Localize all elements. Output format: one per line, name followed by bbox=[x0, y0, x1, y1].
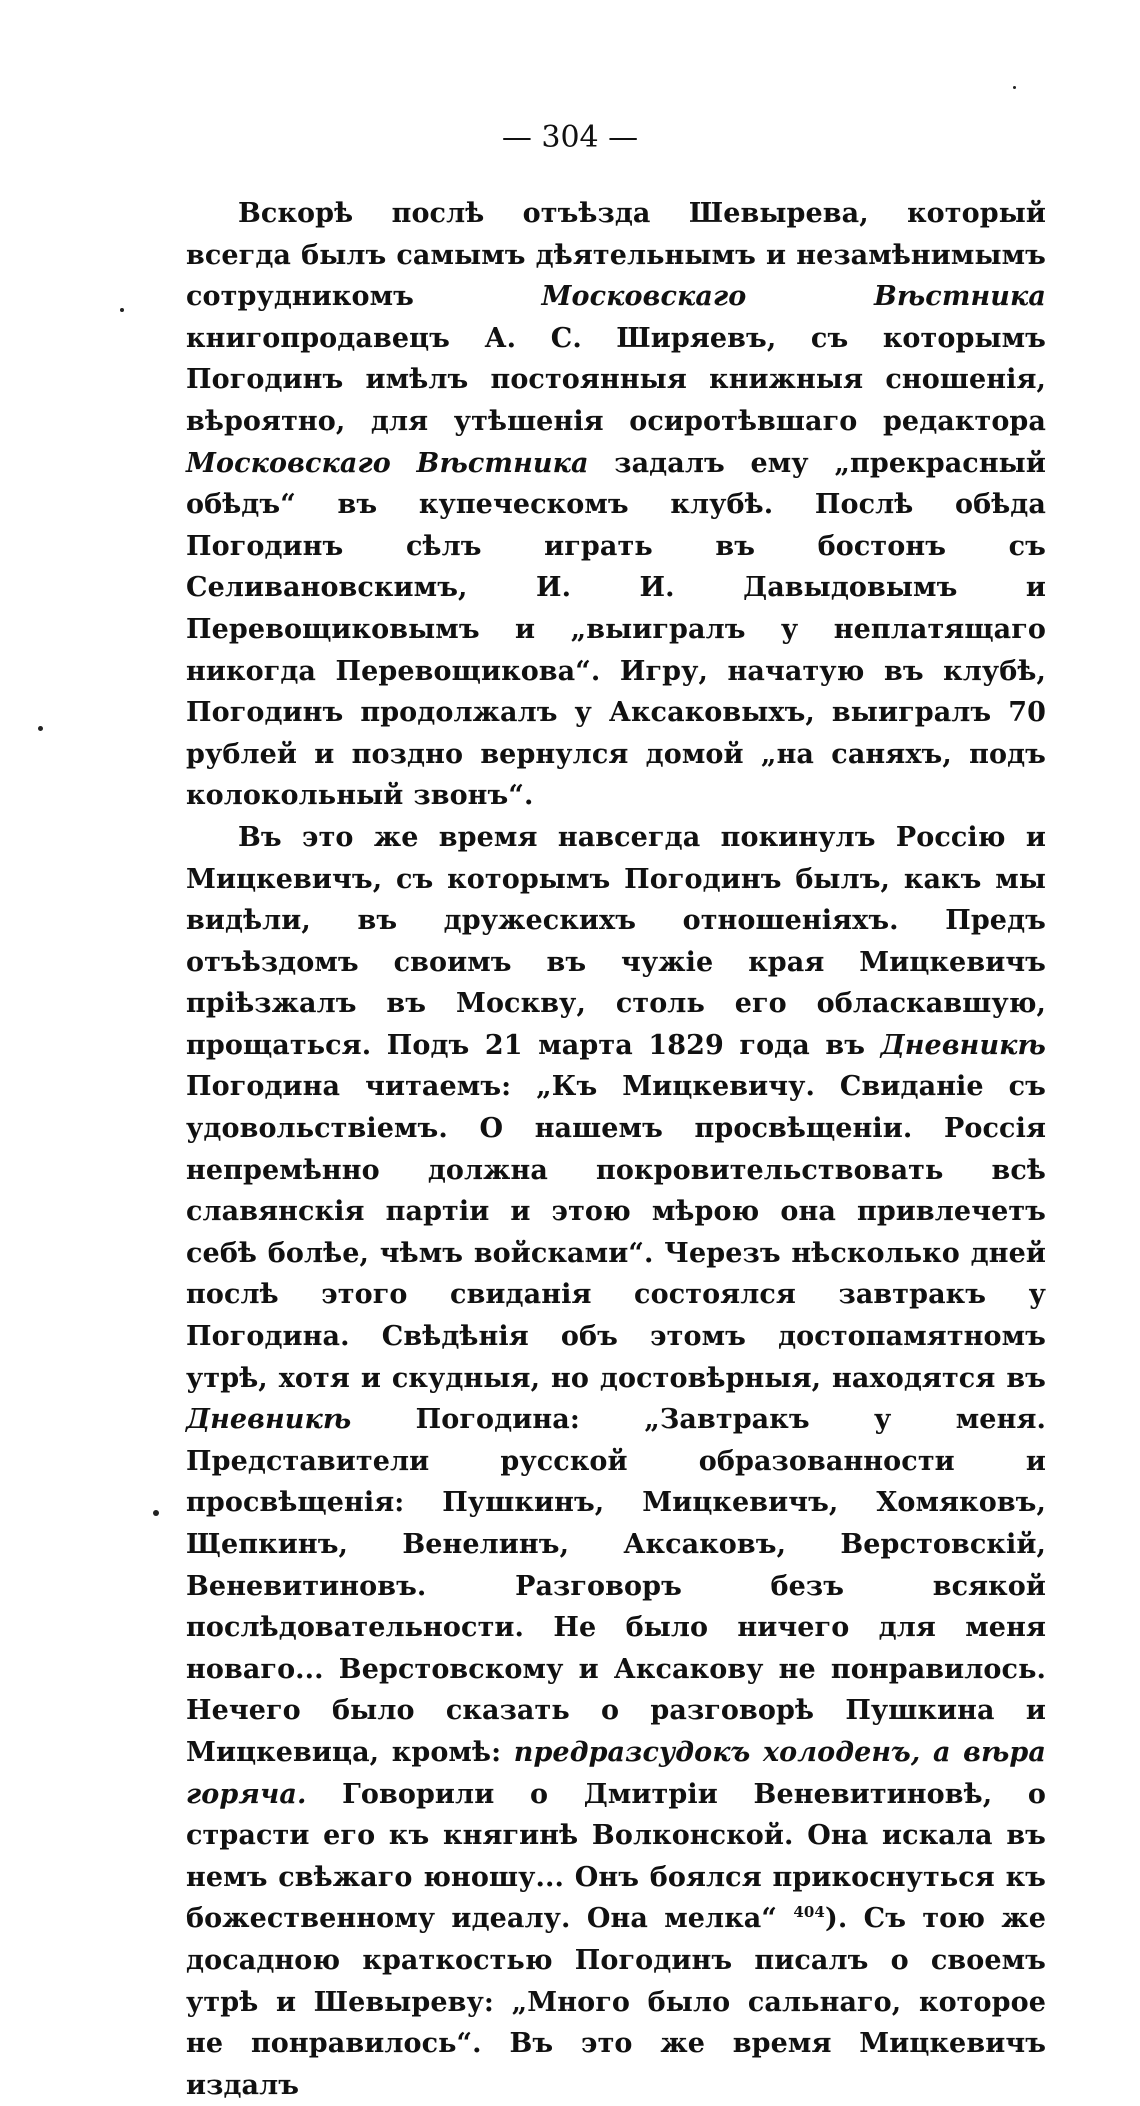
body-text bbox=[186, 193, 1046, 2106]
italic-title: предразсудокъ холоденъ, а вѣра горяча. bbox=[186, 1736, 1046, 1810]
text-run: Вскорѣ послѣ отъѣзда Шевырева, который всегда былъ самымъ дѣятельнымъ и незамѣнимымъ сотрудникомъ bbox=[186, 198, 1046, 313]
scan-speck bbox=[153, 1510, 159, 1516]
text-run: ). Съ тою же досадною краткостью Погодинъ писалъ о своемъ утрѣ и Шевыреву: „Много было сальнаго, которое не понравилось“. Въ это же время Мицкевичъ издалъ bbox=[186, 1903, 1046, 2101]
footnote-ref: 404 bbox=[793, 1903, 825, 1922]
page-number: — 304 — bbox=[501, 120, 639, 155]
scan-speck bbox=[38, 726, 43, 731]
text-run: Погодина читаемъ: „Къ Мицкевичу. Свиданіе съ удовольствіемъ. О нашемъ просвѣщеніи. Россія непремѣнно должна покровительствовать всѣ славянскія партіи и этою мѣрою она привлечетъ себѣ болѣе, чѣмъ войсками“. Черезъ нѣсколько дней послѣ этого свиданія состоялся завтракъ у Погодина. Свѣдѣнія объ этомъ достопамятномъ утрѣ, хотя и скудныя, но достовѣрныя, находятся въ bbox=[186, 1071, 1046, 1394]
text-run: книгопродавецъ А. С. Ширяевъ, съ которымъ Погодинъ имѣлъ постоянныя книжныя сношенія, вѣроятно, для утѣшенія осиротѣвшаго редактора bbox=[186, 322, 1046, 437]
scan-speck bbox=[1013, 86, 1016, 89]
paragraph bbox=[186, 193, 1046, 817]
scan-speck bbox=[120, 308, 124, 312]
italic-title: Московскаго Вѣстника bbox=[541, 281, 1046, 313]
italic-title: Дневникѣ bbox=[186, 1404, 352, 1436]
paragraph bbox=[186, 817, 1046, 2106]
text-run: Погодина: „Завтракъ у меня. Представители русской образованности и просвѣщенія: Пушкинъ, Мицкевичъ, Хомяковъ, Щепкинъ, Венелинъ, Аксаковъ, Верстовскій, Веневитиновъ. Разговоръ безъ всякой послѣдовательности. Не было ничего для меня новаго... Верстовскому и Аксакову не понравилось. Нечего было сказать о разговорѣ Пушкина и Мицкевица, кромѣ: bbox=[186, 1404, 1046, 1768]
italic-title: Московскаго Вѣстника bbox=[186, 447, 589, 479]
text-run: Въ это же время навсегда покинулъ Россію и Мицкевичъ, съ которымъ Погодинъ былъ, какъ мы видѣли, въ дружескихъ отношеніяхъ. Предъ отъѣздомъ своимъ въ чужіе края Мицкевичъ пріѣзжалъ въ Москву, столь его обласкавшую, прощаться. Подъ 21 марта 1829 года въ bbox=[186, 821, 1046, 1061]
italic-title: Дневникѣ bbox=[880, 1029, 1046, 1061]
text-run: Говорили о Дмитріи Веневитиновѣ, о страсти его къ княгинѣ Волконской. Она искала въ немъ свѣжаго юношу... Онъ боялся прикоснуться къ божественному идеалу. Она мелка“ bbox=[186, 1778, 1046, 1935]
text-run: задалъ ему „прекрасный обѣдъ“ въ купеческомъ клубѣ. Послѣ обѣда Погодинъ сѣлъ играть въ бостонъ съ Селивановскимъ, И. И. Давыдовымъ и Перевощиковымъ и „выигралъ у неплатящаго никогда Перевощикова“. Игру, начатую въ клубѣ, Погодинъ продолжалъ у Аксаковыхъ, выигралъ 70 рублей и поздно вернулся домой „на саняхъ, подъ колокольный звонъ“. bbox=[186, 447, 1046, 812]
